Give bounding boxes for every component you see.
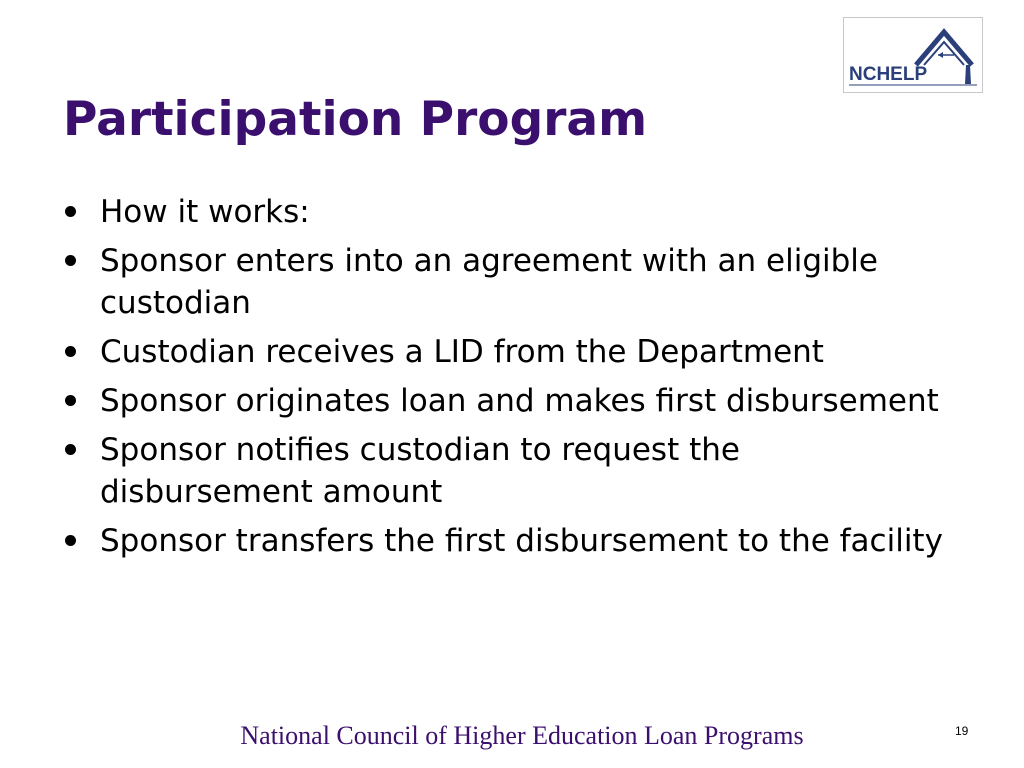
bullet-text: Sponsor transfers the first disbursement to the facility — [100, 523, 943, 559]
bullet-text: Sponsor notifies custodian to request the disbursement amount — [100, 432, 740, 510]
bullet-dot-icon — [65, 346, 76, 357]
bullet-list — [62, 191, 962, 569]
slide-title: Participation Program — [63, 92, 648, 147]
bullet-dot-icon — [65, 395, 76, 406]
bullet-item — [62, 380, 962, 422]
bullet-dot-icon — [65, 535, 76, 546]
footer-organization: National Council of Higher Education Loan Programs — [240, 721, 804, 750]
nchelp-logo — [843, 17, 983, 93]
bullet-item — [62, 191, 962, 233]
bullet-dot-icon — [65, 255, 76, 266]
logo-text: NCHELP — [849, 64, 928, 85]
bullet-text: Sponsor enters into an agreement with an eligible custodian — [100, 243, 878, 321]
page-number: 19 — [955, 724, 969, 738]
bullet-text: Custodian receives a LID from the Department — [100, 334, 824, 370]
bullet-item — [62, 331, 962, 373]
bullet-text: How it works: — [100, 194, 310, 230]
bullet-item — [62, 429, 962, 513]
bullet-text: Sponsor originates loan and makes first disbursement — [100, 383, 939, 419]
bullet-item — [62, 520, 962, 562]
bullet-item — [62, 240, 962, 324]
bullet-dot-icon — [65, 444, 76, 455]
bullet-dot-icon — [65, 206, 76, 217]
